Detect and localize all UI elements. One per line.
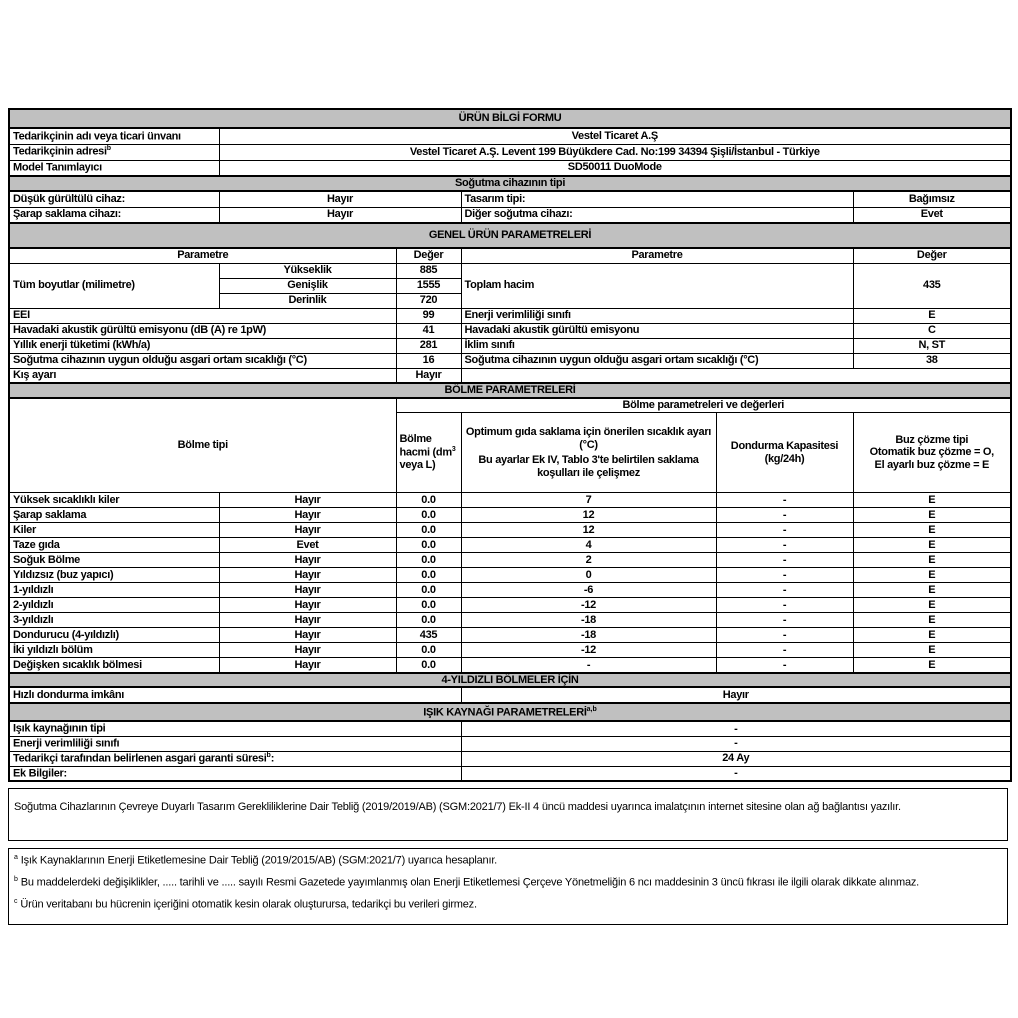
compartment-row	[9, 568, 1011, 583]
compartment-temp: 0	[461, 568, 716, 583]
compartment-type: Dondurucu (4-yıldızlı)	[9, 628, 219, 643]
compartment-defrost-type: E	[853, 568, 1011, 583]
compartment-volume: 0.0	[396, 613, 461, 628]
compartment-defrost-type: E	[853, 523, 1011, 538]
compartment-temp: -6	[461, 583, 716, 598]
compartment-volume: 0.0	[396, 598, 461, 613]
compartment-type: 1-yıldızlı	[9, 583, 219, 598]
form-title: ÜRÜN BİLGİ FORMU	[9, 109, 1011, 128]
compartment-freezing-capacity: -	[716, 508, 853, 523]
footnote-a: $^a$ Işık Kaynaklarının Enerji Etiketlemesine Dair Tebliğ (2019/2015/AB) (SGM:2021/7) uyarıca hesaplanır.	[14, 854, 498, 867]
section-light-source: IŞIK KAYNAĞI PARAMETRELERİ$^{a,b}$	[9, 703, 1011, 721]
compartment-freezing-capacity: -	[716, 658, 853, 673]
product-fiche-table	[8, 108, 1010, 782]
warranty-value: 24 Ay	[461, 751, 1011, 766]
compartment-defrost-type: E	[853, 583, 1011, 598]
compartment-volume: 0.0	[396, 508, 461, 523]
wine-storage-label: Şarap saklama cihazı:	[9, 207, 219, 223]
supplier-address-label: Tedarikçinin adresi$^b$	[9, 144, 219, 160]
compartment-defrost-type: E	[853, 508, 1011, 523]
max-ambient-temp-value: 38	[853, 353, 1011, 368]
winter-setting-label: Kış ayarı	[9, 368, 396, 383]
compartment-row	[9, 523, 1011, 538]
design-type-value: Bağımsız	[853, 191, 1011, 207]
compartment-row	[9, 493, 1011, 508]
other-cooling-label: Diğer soğutma cihazı:	[461, 207, 853, 223]
compartment-defrost-type: E	[853, 493, 1011, 508]
compartment-group-header: Bölme parametreleri ve değerleri	[396, 398, 1011, 413]
compartment-volume: 0.0	[396, 643, 461, 658]
compartment-row	[9, 538, 1011, 553]
compartment-volume: 0.0	[396, 523, 461, 538]
compartment-type: Yüksek sıcaklıklı kiler	[9, 493, 219, 508]
compartment-temp: 7	[461, 493, 716, 508]
compartment-freezing-capacity: -	[716, 613, 853, 628]
eei-label: EEI	[9, 308, 396, 323]
light-energy-class-value: -	[461, 736, 1011, 751]
compartment-row	[9, 598, 1011, 613]
supplier-name-value: Vestel Ticaret A.Ş	[219, 128, 1011, 144]
compartment-row	[9, 553, 1011, 568]
noise-emission-label: Havadaki akustik gürültü emisyonu (dB (A) re 1pW)	[9, 323, 396, 338]
compartment-freezing-capacity: -	[716, 568, 853, 583]
compartment-temp: 2	[461, 553, 716, 568]
compartment-volume: 0.0	[396, 568, 461, 583]
manufacturer-note-text: Soğutma Cihazlarının Çevreye Duyarlı Tasarım Gerekliliklerine Dair Tebliğ (2019/2019/AB) (SGM:2021/7) Ek-II 4 üncü maddesi uyarınca imalatçının internet sitesine olan ağ bağlantısı yazılır.	[14, 801, 901, 813]
compartment-temp: -12	[461, 598, 716, 613]
total-volume-value: 435	[853, 263, 1011, 308]
compartment-volume: 0.0	[396, 553, 461, 568]
depth-value: 720	[396, 293, 461, 308]
warranty-label: Tedarikçi tarafından belirlenen asgari garanti süresi$^b$:	[9, 751, 461, 766]
compartment-type: Soğuk Bölme	[9, 553, 219, 568]
fast-freeze-label: Hızlı dondurma imkânı	[9, 687, 461, 703]
compartment-temp: 12	[461, 523, 716, 538]
compartment-present: Hayır	[219, 583, 396, 598]
other-cooling-value: Evet	[853, 207, 1011, 223]
footnote-b: $^b$ Bu maddelerdeki değişiklikler, ..... tarihli ve ..... sayılı Resmi Gazetede yayımlanmış olan Enerji Etiketlemesi Çerçeve Yönetmeliğin 6 ncı maddesinin 3 üncü fıkrası ile ilgili olarak dikkate alınmaz.	[14, 875, 920, 889]
compartment-freezing-capacity: -	[716, 598, 853, 613]
compartment-present: Hayır	[219, 493, 396, 508]
compartment-freezing-capacity: -	[716, 523, 853, 538]
section-four-star: 4-YILDIZLI BÖLMELER İÇİN	[9, 673, 1011, 688]
compartment-present: Hayır	[219, 613, 396, 628]
compartment-defrost-type: E	[853, 643, 1011, 658]
min-ambient-temp-value: 16	[396, 353, 461, 368]
compartment-freezing-capacity: -	[716, 643, 853, 658]
design-type-label: Tasarım tipi:	[461, 191, 853, 207]
footnote-c: $^c$ Ürün veritabanı bu hücrenin içeriğini otomatik kesin olarak oluşturursa, tedarikçi bu verileri girmez.	[14, 897, 477, 911]
light-energy-class-label: Enerji verimliliği sınıfı	[9, 736, 461, 751]
section-compartment-parameters: BÖLME PARAMETRELERİ	[9, 383, 1011, 398]
compartment-temp: -12	[461, 643, 716, 658]
compartment-rows	[9, 493, 1011, 673]
compartment-row	[9, 583, 1011, 598]
col-header-value-left: Değer	[396, 248, 461, 263]
dimensions-label: Tüm boyutlar (milimetre)	[9, 263, 219, 308]
compartment-temp: 4	[461, 538, 716, 553]
compartment-defrost-type: E	[853, 628, 1011, 643]
light-type-value: -	[461, 721, 1011, 736]
compartment-freezing-capacity: -	[716, 628, 853, 643]
fiche-table	[8, 108, 1012, 782]
compartment-row	[9, 643, 1011, 658]
compartment-defrost-type: E	[853, 613, 1011, 628]
compartment-volume: 0.0	[396, 538, 461, 553]
section-cooling-type: Soğutma cihazının tipi	[9, 176, 1011, 191]
compartment-freezing-capacity: -	[716, 493, 853, 508]
compartment-temp: -18	[461, 613, 716, 628]
winter-setting-empty-cell	[461, 368, 1011, 383]
compartment-temp: -18	[461, 628, 716, 643]
supplier-address-value: Vestel Ticaret A.Ş. Levent 199 Büyükdere Cad. No:199 34394 Şişli/İstanbul - Türkiye	[219, 144, 1011, 160]
compartment-temp: -	[461, 658, 716, 673]
noise-class-value: C	[853, 323, 1011, 338]
compartment-present: Hayır	[219, 628, 396, 643]
wine-storage-value: Hayır	[219, 207, 461, 223]
energy-class-value: E	[853, 308, 1011, 323]
compartment-defrost-type: E	[853, 598, 1011, 613]
annual-energy-value: 281	[396, 338, 461, 353]
compartment-type-header: Bölme tipi	[9, 398, 396, 493]
compartment-defrost-header: Buz çözme tipi Otomatik buz çözme = O, El ayarlı buz çözme = E	[853, 413, 1011, 493]
compartment-defrost-type: E	[853, 658, 1011, 673]
compartment-present: Hayır	[219, 643, 396, 658]
compartment-present: Hayır	[219, 523, 396, 538]
width-value: 1555	[396, 278, 461, 293]
compartment-type: Yıldızsız (buz yapıcı)	[9, 568, 219, 583]
model-identifier-label: Model Tanımlayıcı	[9, 160, 219, 176]
noise-emission-value: 41	[396, 323, 461, 338]
compartment-type: Şarap saklama	[9, 508, 219, 523]
compartment-row	[9, 508, 1011, 523]
winter-setting-value: Hayır	[396, 368, 461, 383]
compartment-present: Hayır	[219, 598, 396, 613]
col-header-parameter-right: Parametre	[461, 248, 853, 263]
height-label: Yükseklik	[219, 263, 396, 278]
compartment-present: Hayır	[219, 658, 396, 673]
compartment-present: Hayır	[219, 508, 396, 523]
low-noise-label: Düşük gürültülü cihaz:	[9, 191, 219, 207]
energy-class-label: Enerji verimliliği sınıfı	[461, 308, 853, 323]
compartment-defrost-type: E	[853, 553, 1011, 568]
compartment-type: Değişken sıcaklık bölmesi	[9, 658, 219, 673]
supplier-name-label: Tedarikçinin adı veya ticari ünvanı	[9, 128, 219, 144]
compartment-row	[9, 628, 1011, 643]
model-identifier-value: SD50011 DuoMode	[219, 160, 1011, 176]
fast-freeze-value: Hayır	[461, 687, 1011, 703]
min-ambient-temp-label: Soğutma cihazının uygun olduğu asgari ortam sıcaklığı (°C)	[9, 353, 396, 368]
eei-value: 99	[396, 308, 461, 323]
section-general-parameters: GENEL ÜRÜN PARAMETRELERİ	[9, 223, 1011, 248]
compartment-temp: 12	[461, 508, 716, 523]
compartment-present: Evet	[219, 538, 396, 553]
compartment-freezing-capacity: -	[716, 553, 853, 568]
total-volume-label: Toplam hacim	[461, 263, 853, 308]
col-header-parameter-left: Parametre	[9, 248, 396, 263]
compartment-type: Kiler	[9, 523, 219, 538]
manufacturer-note-box	[8, 788, 1008, 841]
compartment-volume: 0.0	[396, 583, 461, 598]
height-value: 885	[396, 263, 461, 278]
width-label: Genişlik	[219, 278, 396, 293]
max-ambient-temp-label: Soğutma cihazının uygun olduğu asgari ortam sıcaklığı (°C)	[461, 353, 853, 368]
depth-label: Derinlik	[219, 293, 396, 308]
compartment-type: Taze gıda	[9, 538, 219, 553]
climate-class-value: N, ST	[853, 338, 1011, 353]
compartment-freezing-capacity: -	[716, 583, 853, 598]
footnotes-box	[8, 848, 1008, 925]
additional-info-label: Ek Bilgiler:	[9, 766, 461, 781]
compartment-type: İki yıldızlı bölüm	[9, 643, 219, 658]
compartment-optimum-header: Optimum gıda saklama için önerilen sıcaklık ayarı (°C) Bu ayarlar Ek IV, Tablo 3'te belirtilen saklama koşulları ile çelişmez	[461, 413, 716, 493]
compartment-freezing-header: Dondurma Kapasitesi (kg/24h)	[716, 413, 853, 493]
compartment-row	[9, 658, 1011, 673]
compartment-volume: 0.0	[396, 658, 461, 673]
compartment-row	[9, 613, 1011, 628]
compartment-volume-header: Bölme hacmi ($dm^3$ veya L)	[396, 413, 461, 493]
compartment-type: 3-yıldızlı	[9, 613, 219, 628]
compartment-volume: 435	[396, 628, 461, 643]
compartment-defrost-type: E	[853, 538, 1011, 553]
compartment-present: Hayır	[219, 553, 396, 568]
col-header-value-right: Değer	[853, 248, 1011, 263]
additional-info-value: -	[461, 766, 1011, 781]
annual-energy-label: Yıllık enerji tüketimi (kWh/a)	[9, 338, 396, 353]
compartment-type: 2-yıldızlı	[9, 598, 219, 613]
light-type-label: Işık kaynağının tipi	[9, 721, 461, 736]
climate-class-label: İklim sınıfı	[461, 338, 853, 353]
compartment-freezing-capacity: -	[716, 538, 853, 553]
compartment-present: Hayır	[219, 568, 396, 583]
compartment-volume: 0.0	[396, 493, 461, 508]
noise-class-label: Havadaki akustik gürültü emisyonu	[461, 323, 853, 338]
low-noise-value: Hayır	[219, 191, 461, 207]
